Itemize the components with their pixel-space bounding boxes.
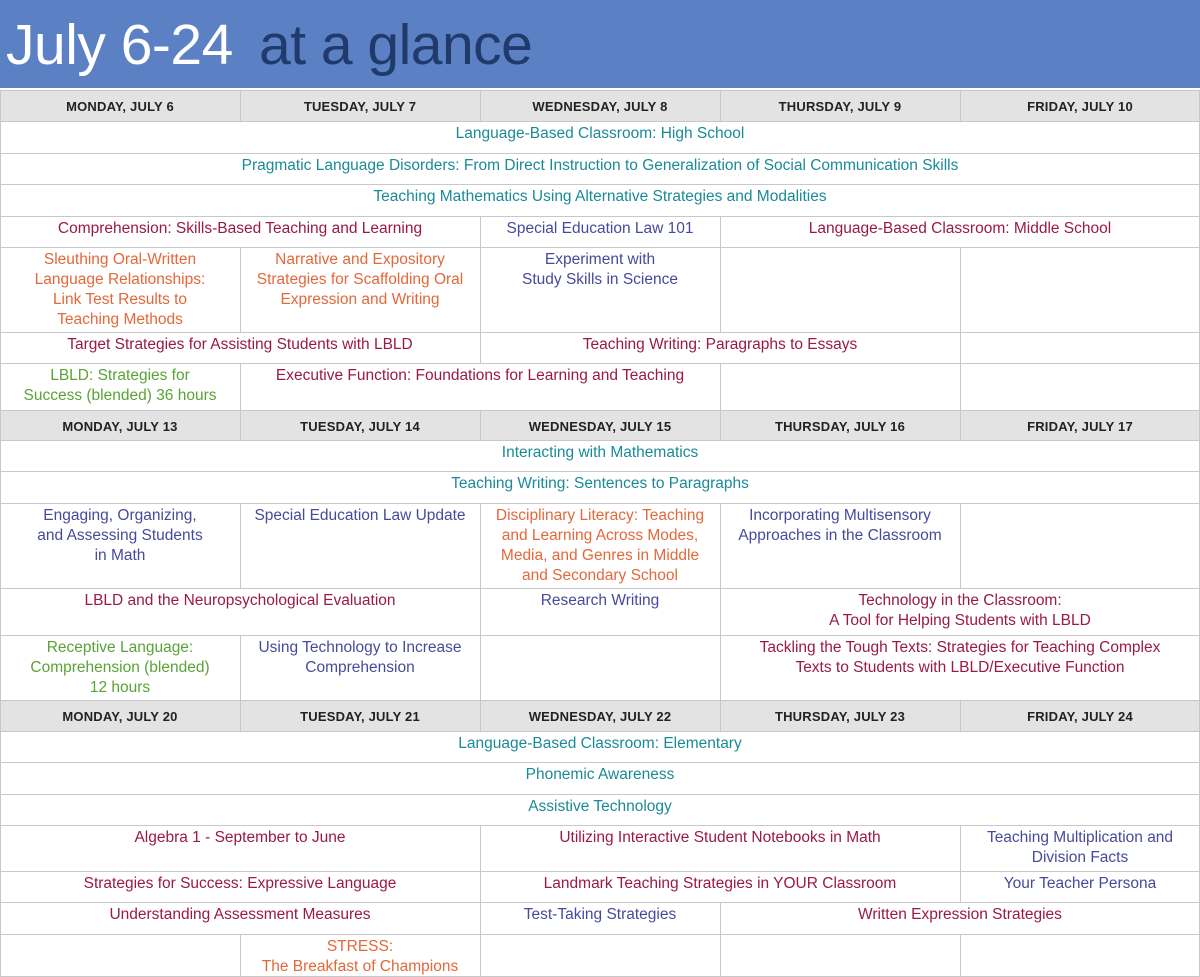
col-divider: [480, 934, 481, 977]
day-header: [480, 700, 720, 731]
empty-cell: [480, 934, 720, 977]
empty-cell: [960, 503, 1200, 588]
row-divider: [0, 700, 1200, 701]
row-divider: [0, 825, 1200, 826]
col-divider: [240, 363, 241, 410]
col-divider: [960, 934, 961, 977]
course-cell[interactable]: Landmark Teaching Strategies in YOUR Classroom: [543, 875, 897, 892]
schedule-grid: [0, 90, 1200, 977]
col-divider: [480, 90, 481, 121]
empty-cell: [720, 934, 960, 977]
empty-cell: [720, 363, 960, 410]
row-divider: [0, 731, 1200, 732]
course-cell[interactable]: Target Strategies for Assisting Students with LBLD: [67, 336, 413, 353]
col-divider: [960, 247, 961, 332]
col-divider: [720, 503, 721, 588]
empty-cell: [720, 247, 960, 332]
empty-cell: [480, 635, 720, 700]
col-divider: [960, 363, 961, 410]
col-divider: [240, 934, 241, 977]
row-divider: [0, 184, 1200, 185]
col-divider: [720, 934, 721, 977]
day-header-label: MONDAY, JULY 20: [62, 709, 178, 724]
day-header-label: WEDNESDAY, JULY 22: [528, 709, 672, 724]
day-header: [0, 90, 240, 121]
course-cell[interactable]: Teaching Multiplication and Division Facts: [986, 829, 1174, 866]
col-divider: [480, 332, 481, 364]
day-header: [720, 700, 960, 731]
row-divider: [0, 90, 1200, 91]
col-divider: [240, 700, 241, 731]
col-divider: [720, 902, 721, 934]
page-banner: [0, 0, 1200, 88]
col-divider: [960, 700, 961, 731]
row-divider: [0, 247, 1200, 248]
col-divider: [480, 825, 481, 871]
course-cell[interactable]: Your Teacher Persona: [1003, 875, 1157, 892]
col-divider: [480, 902, 481, 934]
col-divider: [480, 635, 481, 700]
row-divider: [0, 363, 1200, 364]
banner-title-dates: July 6-24: [6, 13, 233, 77]
course-cell[interactable]: STRESS: The Breakfast of Champions: [261, 938, 459, 975]
row-divider: [0, 503, 1200, 504]
day-header-label: THURSDAY, JULY 16: [774, 419, 906, 434]
course-cell[interactable]: Strategies for Success: Expressive Language: [83, 875, 397, 892]
row-divider: [0, 934, 1200, 935]
row-divider: [0, 635, 1200, 636]
course-cell[interactable]: Utilizing Interactive Student Notebooks in Math: [559, 829, 881, 846]
col-divider: [720, 216, 721, 247]
col-divider: [720, 90, 721, 121]
col-divider: [480, 503, 481, 588]
row-divider: [0, 440, 1200, 441]
col-divider: [480, 247, 481, 332]
day-header: [960, 700, 1200, 731]
col-divider: [960, 825, 961, 871]
day-header: [480, 90, 720, 121]
row-divider: [0, 794, 1200, 795]
col-divider: [480, 216, 481, 247]
course-cell[interactable]: Disciplinary Literacy: Teaching and Learning Across Modes, Media, and Genres in Middle and Secondary School: [495, 507, 705, 584]
course-cell[interactable]: Comprehension: Skills-Based Teaching and Learning: [57, 220, 423, 237]
empty-cell: [960, 332, 1200, 364]
day-header-label: FRIDAY, JULY 10: [1027, 99, 1133, 114]
empty-cell: [960, 934, 1200, 977]
course-cell[interactable]: Test-Taking Strategies: [523, 906, 677, 923]
row-divider: [0, 121, 1200, 122]
row-divider: [0, 332, 1200, 333]
col-divider: [960, 871, 961, 903]
row-divider: [0, 471, 1200, 472]
day-header-label: FRIDAY, JULY 17: [1027, 419, 1133, 434]
col-divider: [720, 363, 721, 410]
col-divider: [720, 588, 721, 635]
row-divider: [0, 762, 1200, 763]
day-header-label: TUESDAY, JULY 21: [300, 709, 420, 724]
col-divider: [720, 410, 721, 440]
day-header-label: WEDNESDAY, JULY 15: [528, 419, 672, 434]
course-cell[interactable]: Incorporating Multisensory Approaches in the Classroom: [738, 507, 942, 544]
day-header: [240, 90, 480, 121]
col-divider: [720, 635, 721, 700]
day-header: [480, 410, 720, 440]
col-divider: [960, 90, 961, 121]
day-header: [960, 90, 1200, 121]
day-header: [0, 700, 240, 731]
day-header: [0, 410, 240, 440]
course-cell[interactable]: Language-Based Classroom: High School: [455, 125, 745, 142]
day-header-label: WEDNESDAY, JULY 8: [532, 99, 668, 114]
day-header-label: MONDAY, JULY 13: [62, 419, 178, 434]
row-divider: [0, 902, 1200, 903]
day-header: [720, 410, 960, 440]
day-header: [240, 410, 480, 440]
day-header-label: FRIDAY, JULY 24: [1027, 709, 1133, 724]
course-cell[interactable]: Sleuthing Oral-Written Language Relationships: Link Test Results to Teaching Methods: [34, 251, 206, 328]
row-divider: [0, 153, 1200, 154]
row-divider: [0, 410, 1200, 411]
course-cell[interactable]: Teaching Writing: Paragraphs to Essays: [582, 336, 858, 353]
course-cell[interactable]: Teaching Writing: Sentences to Paragraphs: [451, 475, 749, 492]
col-divider: [240, 90, 241, 121]
course-cell[interactable]: Special Education Law Update: [254, 507, 466, 524]
course-cell[interactable]: Narrative and Expository Strategies for Scaffolding Oral Expression and Writing: [256, 251, 464, 308]
course-cell[interactable]: Algebra 1 - September to June: [134, 829, 346, 846]
course-cell[interactable]: Technology in the Classroom: A Tool for Helping Students with LBLD: [829, 592, 1091, 629]
course-cell[interactable]: Understanding Assessment Measures: [109, 906, 371, 923]
col-divider: [240, 503, 241, 588]
empty-cell: [960, 363, 1200, 410]
day-header: [240, 700, 480, 731]
col-divider: [480, 410, 481, 440]
course-cell[interactable]: Executive Function: Foundations for Learning and Teaching: [275, 367, 685, 384]
col-divider: [0, 90, 1, 977]
empty-cell: [960, 247, 1200, 332]
course-cell[interactable]: Tackling the Tough Texts: Strategies for Teaching Complex Texts to Students with LBLD/Executive Function: [759, 639, 1161, 676]
col-divider: [480, 588, 481, 635]
course-cell[interactable]: Engaging, Organizing, and Assessing Students in Math: [37, 507, 203, 564]
col-divider: [240, 635, 241, 700]
course-cell[interactable]: Experiment with Study Skills in Science: [522, 251, 678, 288]
course-cell[interactable]: Teaching Mathematics Using Alternative Strategies and Modalities: [373, 188, 827, 205]
row-divider: [0, 588, 1200, 589]
course-cell[interactable]: Phonemic Awareness: [525, 766, 675, 783]
course-cell[interactable]: Pragmatic Language Disorders: From Direct Instruction to Generalization of Social Communication Skills: [241, 157, 959, 174]
day-header: [720, 90, 960, 121]
col-divider: [960, 332, 961, 364]
col-divider: [960, 410, 961, 440]
course-cell[interactable]: Language-Based Classroom: Elementary: [458, 735, 742, 752]
empty-cell: [0, 934, 240, 977]
col-divider: [720, 700, 721, 731]
course-cell[interactable]: Assistive Technology: [528, 798, 672, 815]
row-divider: [0, 216, 1200, 217]
col-divider: [240, 247, 241, 332]
day-header-label: TUESDAY, JULY 14: [300, 419, 420, 434]
col-divider: [720, 247, 721, 332]
day-header-label: THURSDAY, JULY 23: [774, 709, 906, 724]
day-header-label: MONDAY, JULY 6: [66, 99, 174, 114]
banner-title-suffix: at a glance: [259, 13, 533, 77]
col-divider: [960, 503, 961, 588]
course-cell[interactable]: Receptive Language: Comprehension (blended) 12 hours: [30, 639, 210, 696]
day-header-label: THURSDAY, JULY 9: [778, 99, 902, 114]
col-divider: [480, 871, 481, 903]
col-divider: [480, 700, 481, 731]
course-cell[interactable]: Research Writing: [540, 592, 660, 609]
course-cell[interactable]: Using Technology to Increase Comprehension: [258, 639, 462, 676]
course-cell[interactable]: Written Expression Strategies: [858, 906, 1062, 923]
course-cell[interactable]: Special Education Law 101: [506, 220, 694, 237]
row-divider: [0, 871, 1200, 872]
day-header-label: TUESDAY, JULY 7: [303, 99, 417, 114]
course-cell[interactable]: LBLD and the Neuropsychological Evaluation: [84, 592, 396, 609]
course-cell[interactable]: Interacting with Mathematics: [501, 444, 699, 461]
course-cell[interactable]: LBLD: Strategies for Success (blended) 36 hours: [23, 367, 217, 404]
course-cell[interactable]: Language-Based Classroom: Middle School: [808, 220, 1112, 237]
day-header: [960, 410, 1200, 440]
col-divider: [240, 410, 241, 440]
